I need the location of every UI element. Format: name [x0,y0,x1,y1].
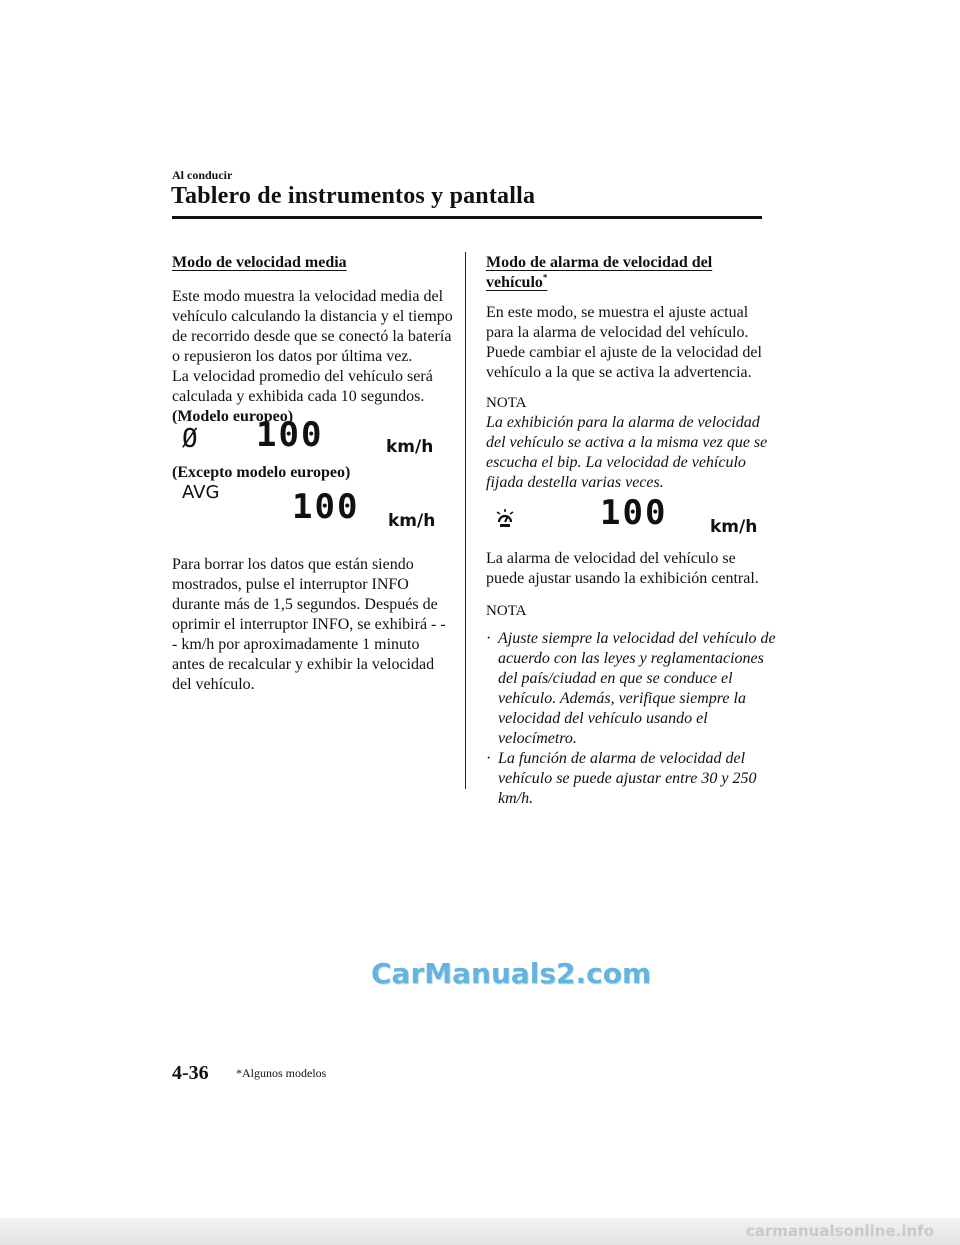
watermark-logo: CarManuals2.com [371,957,652,990]
display-speed-alarm [486,493,776,549]
bullet-icon: · [486,630,492,647]
speed-alarm-unit: km/h [710,517,758,537]
some-models-mark: * [542,272,548,283]
average-speed-intro: Este modo muestra la velocidad media del vehículo calculando la distancia y el tiempo de recorrido desde que se conectó la batería o repusieron los datos por última vez. [172,288,453,365]
display-non-european [172,483,454,541]
footnote: *Algunos modelos [236,1066,327,1080]
nota-list [486,629,776,809]
section-label: Al conducir [172,168,233,182]
avg-icon: AVG [182,482,220,503]
nota-label-2: NOTA [486,603,527,619]
nota-item: · Ajuste siempre la velocidad del vehículo de acuerdo con las leyes y reglamentaciones del país/ciudad en que se conduce el vehículo. Además, verifique siempre la velocidad del vehículo usando el velocímetro. [486,630,776,747]
title-rule [172,216,762,219]
nota-label-1: NOTA [486,395,527,411]
label-european-model: (Modelo europeo) [172,408,294,425]
average-diameter-icon: Ø [182,424,198,454]
average-speed-calc: La velocidad promedio del vehículo será calculada y exhibida cada 10 segundos. [172,368,433,405]
speed-alarm-adjust: La alarma de velocidad del vehículo se puede ajustar usando la exhibición central. [486,550,759,587]
speed-alarm-heading [486,253,776,293]
speed-alarm-intro: En este modo, se muestra el ajuste actual para la alarma de velocidad del vehículo. Puede cambiar el ajuste de la velocidad del vehículo a la que se activa la advertencia. [486,304,762,381]
nota-item: · La función de alarma de velocidad del vehículo se puede ajustar entre 30 y 250 km/h. [486,750,757,807]
reset-instructions: Para borrar los datos que están siendo mostrados, pulse el interruptor INFO durante más de 1,5 segundos. Después de oprimir el interruptor INFO, se exhibirá - - - km/h por aproximadamente 1 minuto antes de recalcular y exhibir la velocidad del vehículo. [172,556,446,693]
footer-site: carmanualsonline.info [745,1222,934,1240]
page-number: 4-36 [172,1062,209,1084]
column-divider [465,252,466,789]
unit-european: km/h [386,437,434,457]
speed-alarm-heading-line1: Modo de alarma de velocidad del [486,254,713,271]
unit-non-european: km/h [388,511,436,531]
speed-value-non-european: 100 [292,487,360,527]
right-column [486,253,776,809]
speed-alarm-heading-line2: vehículo [486,274,543,291]
nota-text-1: La exhibición para la alarma de velocidad del vehículo se activa a la misma vez que se escucha el bip. La velocidad de vehículo fijada destella varias veces. [486,414,768,491]
bullet-icon: · [486,750,492,767]
speed-alarm-icon [496,509,514,535]
speed-alarm-value: 100 [600,493,668,533]
left-column [172,253,454,705]
average-speed-heading: Modo de velocidad media [172,254,347,271]
chapter-title: Tablero de instrumentos y pantalla [171,183,536,209]
label-non-european-model: (Excepto modelo europeo) [172,464,351,481]
speed-value-european: 100 [256,415,324,455]
